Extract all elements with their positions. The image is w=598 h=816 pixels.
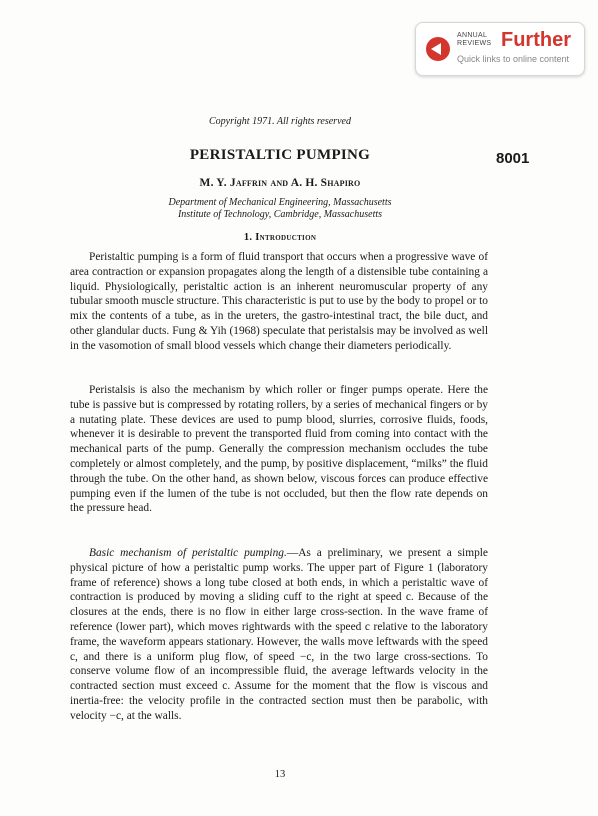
- body-paragraph-1: [70, 250, 488, 354]
- body-paragraph-2: [70, 383, 488, 516]
- authors: M. Y. Jaffrin and A. H. Shapiro: [199, 177, 361, 189]
- section-heading: 1. Introduction: [243, 232, 317, 243]
- paragraph-text: Peristalsis is also the mechanism by which roller or finger pumps operate. Here the tube is passive but is compressed by rotating rollers, by a series of mechanical fingers or by a nutating plate. These devices are used to pump blood, slurries, corrosive fluids, foods, whenever it is desirable to prevent the transported fluid from coming into contact with the mechanical parts of the pump. Generally the compression mechanism occludes the tube completely or almost completely, and the pump, by positive displacement, “milks” the fluid through the tube. On the other hand, as shown below, viscous forces can produce effective pumping even if the lumen of the tube is not occluded, but then the flow rate depends on the pressure head.: [70, 384, 488, 515]
- affiliation-line-2: Institute of Technology, Cambridge, Massachusetts: [177, 209, 383, 220]
- affiliation-line-1: Department of Mechanical Engineering, Massachusetts: [168, 197, 392, 208]
- runin-heading: Basic mechanism of peristaltic pumping.: [89, 547, 287, 559]
- page-number: 13: [274, 769, 286, 780]
- body-paragraph-3: [70, 546, 488, 724]
- copyright-notice: Copyright 1971. All rights reserved: [209, 116, 351, 127]
- paragraph-text: Peristaltic pumping is a form of fluid transport that occurs when a progressive wave of area contraction or expansion propagates along the length of a distensible tube containing a liquid. Physiologically, peristaltic action is an inherent neuromuscular property of any tubular smooth muscle structure. This characteristic is put to use by the body to propel or to mix the contents of a tube, as in the ureters, the gastro-intestinal tract, the bile duct, and other glandular ducts. Fung & Yih (1968) speculate that peristalsis may be involved as well in the vasomotion of small blood vessels which change their diameters periodically.: [70, 251, 488, 352]
- affiliation: [0, 197, 560, 221]
- article-title: PERISTALTIC PUMPING: [189, 147, 371, 163]
- paragraph-text: [70, 546, 488, 724]
- paragraph-body: —As a preliminary, we present a simple physical picture of how a peristaltic pump works. The upper part of Figure 1 (laboratory frame of reference) shows a long tube closed at both ends, in which a peristaltic wave of contraction is produced by moving a sliding cuff to the right at speed c. Because of the closures at the ends, there is no flow in either large cross-section. In the wave frame of reference (lower part), which moves rightwards with the speed c relative to the laboratory frame, the waveform appears stationary. However, the walls move leftwards with the speed c, and there is a uniform plug flow, of speed −c, in the two large cross-sections. To conserve volume flow of an incompressible fluid, the average leftwards velocity in the contracted section must exceed c. Assume for the moment that the flow is viscous and inertia-free: the velocity profile in the contracted section must then be parabolic, with velocity −c, at the walls.: [70, 547, 488, 722]
- annual-reviews-logo-icon: [426, 37, 450, 61]
- article-code: 8001: [496, 150, 530, 167]
- banner-further-text: Further: [501, 29, 571, 51]
- further-banner-link[interactable]: [415, 22, 585, 76]
- banner-quick-links-text: Quick links to online content: [457, 54, 570, 64]
- banner-annual-reviews-text: ANNUAL REVIEWS: [457, 32, 492, 47]
